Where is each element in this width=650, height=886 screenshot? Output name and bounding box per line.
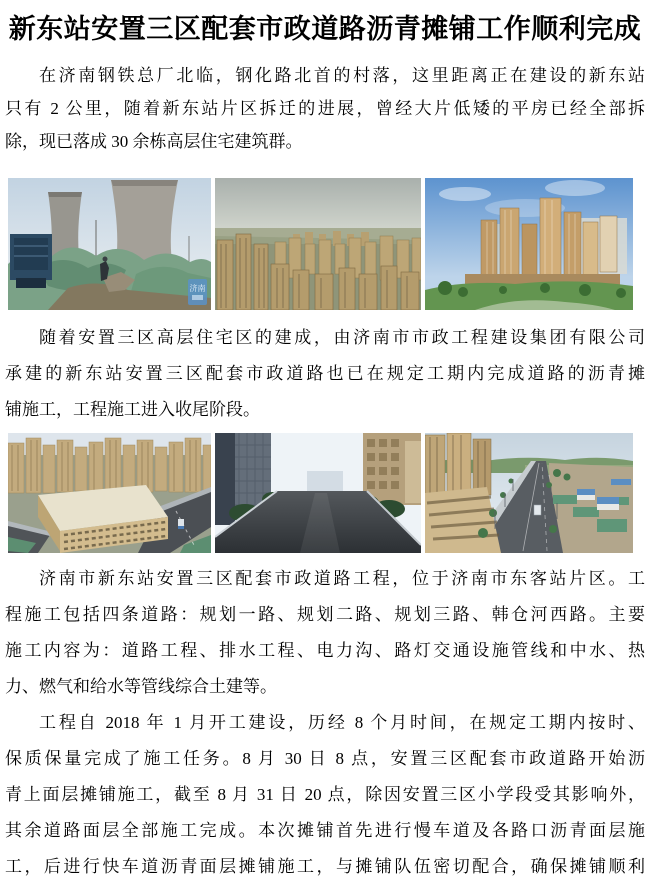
text-line: 济南市新东站安置三区配套市政道路工程，位于济南市东客站片区。工 — [39, 569, 645, 588]
paragraph-intro — [5, 59, 645, 158]
paragraph-schedule — [5, 705, 645, 885]
text-line: 工，后进行快车道沥青面层摊铺施工，与摊铺队伍密切配合，确保摊铺顺利 — [5, 857, 645, 876]
text-line: 力、燃气和给水等管线综合土建等。 — [5, 677, 277, 696]
text-line: 只有 2 公里，随着新东站片区拆迁的进展，曾经大片低矮的平房已经全部拆 — [5, 99, 645, 118]
text-line: 程施工包括四条道路：规划一路、规划二路、规划三路、韩仓河西路。主要 — [5, 605, 645, 624]
photo-demolition-site — [8, 178, 211, 310]
text-line: 施工内容为：道路工程、排水工程、电力沟、路灯交通设施管线和中水、热 — [5, 641, 645, 660]
photo-residential-render — [425, 178, 633, 310]
text-line: 承建的新东站安置三区配套市政道路也已在规定工期内完成道路的沥青摊 — [5, 364, 645, 383]
text-line: 青上面层摊铺施工，截至 8 月 31 日 20 点，除因安置三区小学段受其影响外， — [5, 785, 645, 804]
paragraph-scope — [5, 561, 645, 705]
photo-road-intersection-aerial — [8, 433, 211, 553]
text-line: 随着安置三区高层住宅区的建成，由济南市市政工程建设集团有限公司 — [39, 328, 645, 347]
photo-fresh-asphalt-street — [215, 433, 421, 553]
photo-highrise-aerial — [215, 178, 421, 310]
watermark-badge — [188, 279, 207, 305]
text-line: 铺施工，工程施工进入收尾阶段。 — [5, 400, 260, 419]
photo-road-construction-aerial — [425, 433, 633, 553]
text-line: 在济南钢铁总厂北临，钢化路北首的村落，这里距离正在建设的新东站 — [39, 66, 645, 85]
svg-text:济南: 济南 — [189, 284, 206, 293]
text-line: 除，现已落成 30 余栋高层住宅建筑群。 — [5, 132, 303, 151]
article-title: 新东站安置三区配套市政道路沥青摊铺工作顺利完成 — [8, 14, 642, 44]
paragraph-completion — [5, 320, 645, 428]
text-line: 工程自 2018 年 1 月开工建设，历经 8 个月时间，在规定工期内按时、 — [39, 713, 645, 732]
text-line: 保质保量完成了施工任务。8 月 30 日 8 点，安置三区配套市政道路开始沥 — [5, 749, 645, 768]
text-line: 其余道路面层全部施工完成。本次摊铺首先进行慢车道及各路口沥青面层施 — [5, 821, 645, 840]
